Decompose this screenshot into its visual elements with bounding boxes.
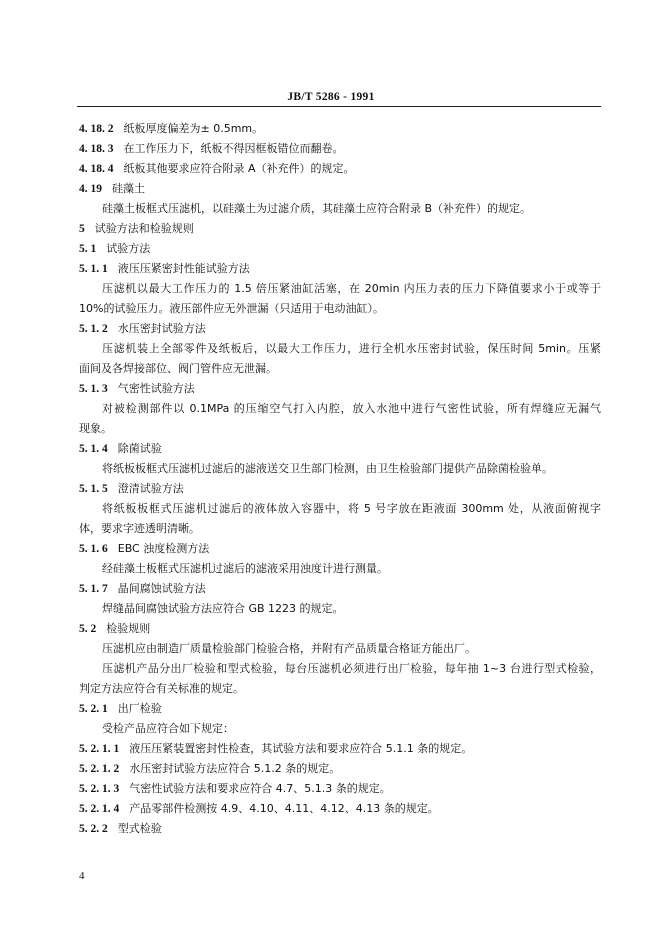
clause-text: 焊缝晶间腐蚀试验方法应符合 GB 1223 的规定。 — [102, 602, 344, 615]
clause-text: 受检产品应符合如下规定： — [102, 722, 234, 735]
clause-text: 经硅藻土板框式压滤机过滤后的滤液采用浊度计进行测量。 — [102, 562, 388, 575]
clause-text: 对被检测部件以 0.1MPa 的压缩空气打入内腔，放入水池中进行气密性试验，所有焊缝应无漏气 — [102, 402, 601, 415]
clause-text: 液压压紧密封性能试验方法 — [117, 262, 250, 275]
clause-text: 面间及各焊接部位、阀门管件应无泄漏。 — [79, 362, 277, 375]
clause-text: 判定方法应符合有关标准的规定。 — [79, 682, 244, 695]
clause-number: 5. 2. 1. 1 — [79, 743, 120, 755]
clause-text: 水压密封试验方法 — [117, 322, 206, 335]
clause-text: 检验规则 — [106, 622, 151, 635]
clause-number: 5. 2 — [79, 623, 97, 635]
clause-text: EBC 浊度检测方法 — [117, 542, 210, 555]
clause-line — [79, 259, 601, 279]
clause-number: 5. 1. 6 — [79, 543, 108, 555]
clause-line — [79, 159, 601, 179]
clause-number: 5 — [79, 223, 85, 235]
clause-text: 现象。 — [79, 422, 112, 435]
clause-text: 气密性试验方法 — [117, 382, 195, 395]
paragraph-line — [79, 419, 601, 439]
clause-line — [79, 479, 601, 499]
clause-line — [79, 619, 601, 639]
clause-number: 4. 18. 2 — [79, 123, 114, 135]
paragraph-line — [79, 199, 601, 219]
clause-number: 4. 18. 3 — [79, 143, 114, 155]
paragraph-line — [79, 459, 601, 479]
clause-line — [79, 379, 601, 399]
clause-line — [79, 579, 601, 599]
clause-number: 5. 1 — [79, 243, 97, 255]
clause-text: 硅藻土 — [112, 182, 145, 195]
clause-line — [79, 139, 601, 159]
clause-text: 压滤机产品分出厂检验和型式检验，每台压滤机必须进行出厂检验，每年抽 1~3 台进行型式检验， — [102, 662, 601, 675]
header-rule — [77, 106, 601, 107]
clause-text: 气密性试验方法和要求应符合 4.7、5.1.3 条的规定。 — [129, 782, 391, 795]
paragraph-line — [79, 519, 601, 539]
clause-number: 5. 2. 2 — [79, 823, 108, 835]
paragraph-line — [79, 559, 601, 579]
clause-text: 在工作压力下，纸板不得因框板错位而翻卷。 — [123, 142, 344, 155]
page-number: 4 — [79, 870, 85, 882]
clause-number: 4. 19 — [79, 183, 102, 195]
clause-text: 澄清试验方法 — [117, 482, 184, 495]
clause-text: 压滤机以最大工作压力的 1.5 倍压紧油缸活塞，在 20min 内压力表的压力下降值要求小于或等于 — [102, 282, 601, 295]
clause-line — [79, 219, 601, 239]
clause-text: 试验方法 — [106, 242, 151, 255]
clause-number: 5. 1. 1 — [79, 263, 108, 275]
clause-text: 晶间腐蚀试验方法 — [117, 582, 206, 595]
clause-number: 5. 1. 4 — [79, 443, 108, 455]
paragraph-line — [79, 639, 601, 659]
clause-number: 5. 1. 2 — [79, 323, 108, 335]
clause-number: 4. 18. 4 — [79, 163, 114, 175]
clause-line — [79, 759, 601, 779]
clause-text: 将纸板板框式压滤机过滤后的液体放入容器中，将 5 号字放在距液面 300mm 处，从液面俯视字 — [102, 502, 601, 515]
clause-number: 5. 2. 1. 2 — [79, 763, 120, 775]
clause-line — [79, 119, 601, 139]
clause-number: 5. 2. 1 — [79, 703, 108, 715]
clause-text: 液压压紧装置密封性检查，其试验方法和要求应符合 5.1.1 条的规定。 — [129, 742, 473, 755]
clause-line — [79, 439, 601, 459]
clause-text: 除菌试验 — [117, 442, 162, 455]
clause-line — [79, 819, 601, 839]
clause-text: 10%的试验压力。液压部件应无外泄漏（只适用于电动油缸）。 — [79, 302, 384, 315]
paragraph-line — [79, 299, 601, 319]
clause-line — [79, 319, 601, 339]
clause-number: 5. 1. 7 — [79, 583, 108, 595]
paragraph-line — [79, 359, 601, 379]
clause-number: 5. 2. 1. 4 — [79, 803, 120, 815]
clause-line — [79, 179, 601, 199]
clause-number: 5. 1. 5 — [79, 483, 108, 495]
document-body — [79, 119, 601, 839]
clause-text: 压滤机应由制造厂质量检验部门检验合格，并附有产品质量合格证方能出厂。 — [102, 642, 476, 655]
paragraph-line — [79, 659, 601, 679]
clause-text: 型式检验 — [117, 822, 162, 835]
clause-text: 硅藻土板框式压滤机，以硅藻土为过滤介质，其硅藻土应符合附录 B（补充件）的规定。 — [102, 202, 532, 215]
clause-text: 试验方法和检验规则 — [94, 222, 194, 235]
clause-line — [79, 779, 601, 799]
clause-text: 水压密封试验方法应符合 5.1.2 条的规定。 — [129, 762, 341, 775]
clause-text: 产品零部件检测按 4.9、4.10、4.11、4.12、4.13 条的规定。 — [129, 802, 439, 815]
clause-line — [79, 799, 601, 819]
paragraph-line — [79, 279, 601, 299]
clause-text: 纸板其他要求应符合附录 A（补充件）的规定。 — [123, 162, 355, 175]
clause-line — [79, 239, 601, 259]
clause-number: 5. 1. 3 — [79, 383, 108, 395]
clause-text: 纸板厚度偏差为± 0.5mm。 — [123, 122, 264, 135]
paragraph-line — [79, 599, 601, 619]
clause-text: 压滤机装上全部零件及纸板后，以最大工作压力，进行全机水压密封试验，保压时间 5min。压紧 — [102, 342, 601, 355]
clause-line — [79, 699, 601, 719]
paragraph-line — [79, 719, 601, 739]
paragraph-line — [79, 399, 601, 419]
clause-text: 将纸板板框式压滤机过滤后的滤液送交卫生部门检测，由卫生检验部门提供产品除菌检验单。 — [102, 462, 553, 475]
paragraph-line — [79, 499, 601, 519]
clause-text: 出厂检验 — [117, 702, 162, 715]
paragraph-line — [79, 339, 601, 359]
clause-line — [79, 539, 601, 559]
clause-line — [79, 739, 601, 759]
clause-number: 5. 2. 1. 3 — [79, 783, 120, 795]
standard-code-header: JB/T 5286 - 1991 — [287, 91, 375, 103]
clause-text: 体，要求字迹透明清晰。 — [79, 522, 200, 535]
paragraph-line — [79, 679, 601, 699]
